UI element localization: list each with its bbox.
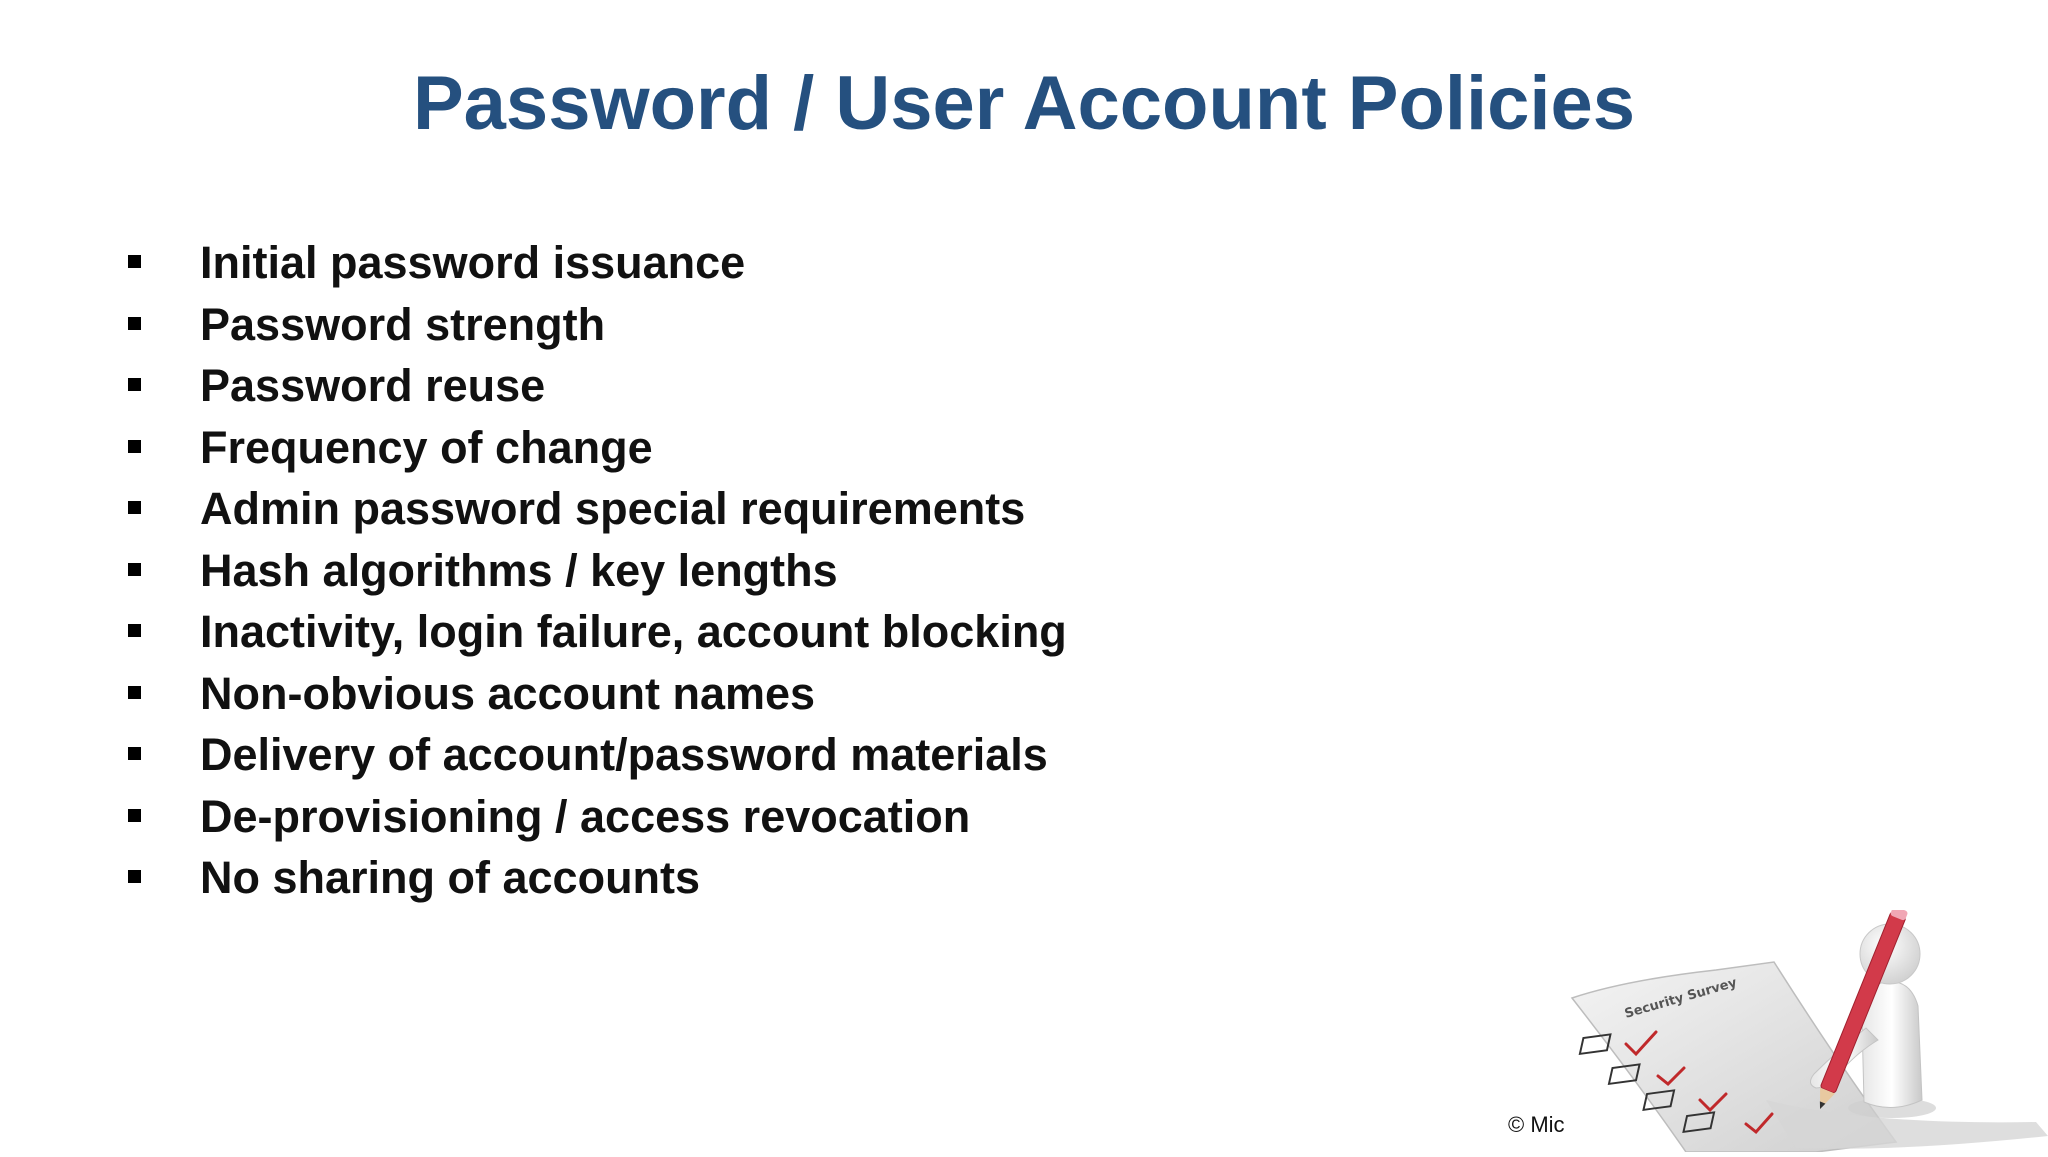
square-bullet-icon: [128, 378, 141, 391]
square-bullet-icon: [128, 809, 141, 822]
bullet-text: Password strength: [200, 298, 606, 350]
bullet-text: De-provisioning / access revocation: [200, 790, 971, 842]
bullet-text: Admin password special requirements: [200, 483, 1026, 534]
bullet-text: Inactivity, login failure, account blocking: [200, 606, 1067, 657]
square-bullet-icon: [128, 747, 141, 760]
bullet-text: Initial password issuance: [200, 237, 746, 288]
survey-title: Security Survey: [1622, 975, 1739, 1022]
square-bullet-icon: [128, 440, 141, 453]
square-bullet-icon: [128, 501, 141, 514]
square-bullet-icon: [128, 255, 141, 268]
bullet-text: Non-obvious account names: [200, 667, 816, 719]
copyright-text: © Mic: [1508, 1112, 1565, 1137]
person-checklist-icon: [1566, 910, 2048, 1152]
bullet-text: Frequency of change: [200, 421, 653, 473]
square-bullet-icon: [128, 870, 141, 883]
square-bullet-icon: [128, 317, 141, 330]
square-bullet-icon: [128, 563, 141, 576]
bullet-text: Delivery of account/password materials: [200, 729, 1048, 780]
bullet-text: Hash algorithms / key lengths: [200, 544, 838, 596]
bullet-text: Password reuse: [200, 360, 546, 411]
square-bullet-icon: [128, 624, 141, 637]
slide-title: Password / User Account Policies: [412, 61, 1636, 146]
person-checklist-illustration: [1566, 910, 2048, 1152]
square-bullet-icon: [128, 686, 141, 699]
bullet-text: No sharing of accounts: [200, 852, 701, 903]
